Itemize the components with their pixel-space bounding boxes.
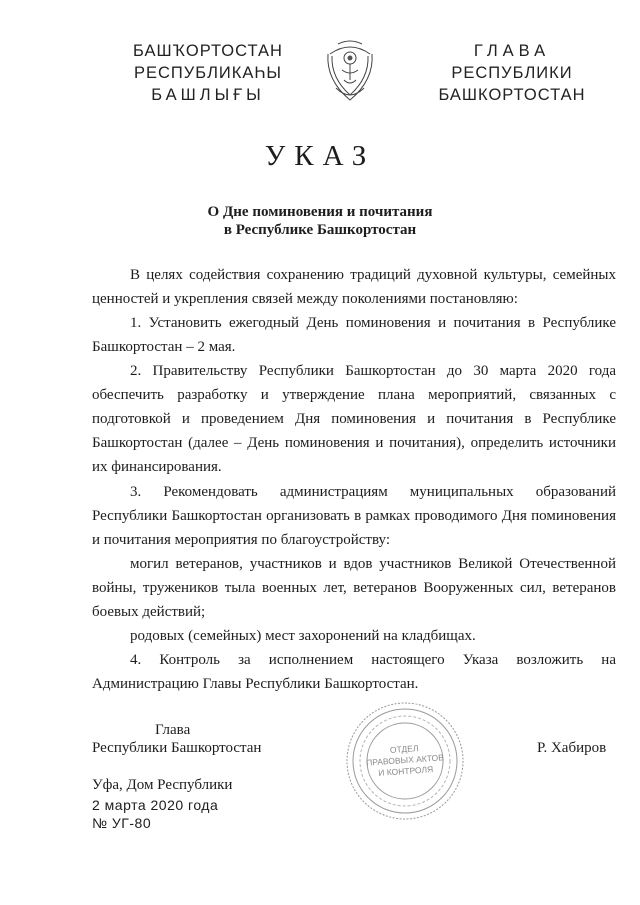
header-right-line-2: РЕСПУБЛИКИ <box>451 64 573 82</box>
coat-of-arms-emblem <box>322 36 378 106</box>
paragraph-item-1: 1. Установить ежегодный День поминовения и почитания в Республике Башкортостан – 2 мая. <box>92 315 616 355</box>
place-of-signing: Уфа, Дом Республики <box>92 777 233 793</box>
paragraph-item-2: 2. Правительству Республики Башкортостан до 30 марта 2020 года обеспечить разработку и утверждение плана мероприятий, связанных с подготовкой и проведением Дня поминовения и почитания в Республике Башкортостан (далее – День поминовения и почитания), определить источники их финансирования. <box>92 363 616 475</box>
official-stamp <box>344 700 466 822</box>
decree-subject-line-1: О Дне поминовения и почитания <box>207 204 433 220</box>
header-left-line-1: БАШҠОРТОСТАН <box>133 42 283 60</box>
decree-title: УКАЗ <box>264 140 376 172</box>
paragraph-preamble: В целях содействия сохранению традиций духовной культуры, семейных ценностей и укрепления связей между поколениями постановляю: <box>92 267 616 307</box>
signatory-name: Р. Хабиров <box>537 740 607 756</box>
stamp-line-2: ПРАВОВЫХ АКТОВ <box>365 752 445 768</box>
header-right-line-3: БАШКОРТОСТАН <box>438 86 586 104</box>
header-left-line-2: РЕСПУБЛИКАҺЫ <box>133 64 282 82</box>
paragraph-item-3-graves: могил ветеранов, участников и вдов участников Великой Отечественной войны, тружеников тыла военных лет, ветеранов Вооруженных сил, ветеранов боевых действий; <box>92 556 616 620</box>
decree-date: 2 марта 2020 года <box>92 797 219 813</box>
paragraph-item-3: 3. Рекомендовать администрациям муниципальных образований Республики Башкортостан организовать в рамках проводимого Дня поминовения и почитания мероприятия по благоустройству: <box>92 484 616 548</box>
signature-position-line-2: Республики Башкортостан <box>92 740 262 756</box>
paragraph-item-3-burials: родовых (семейных) мест захоронений на кладбищах. <box>130 628 476 644</box>
paragraph-item-4: 4. Контроль за исполнением настоящего Указа возложить на Администрацию Главы Республики Башкортостан. <box>92 652 616 692</box>
stamp-line-3: И КОНТРОЛЯ <box>377 764 434 778</box>
decree-subject-line-2: в Республике Башкортостан <box>223 222 417 238</box>
header-left-line-3: БАШЛЫҒЫ <box>151 86 265 104</box>
header-right-line-1: ГЛАВА <box>473 42 551 60</box>
stamp-line-1: ОТДЕЛ <box>389 743 419 756</box>
signature-position-line-1: Глава <box>155 722 191 738</box>
header-right-russian <box>432 40 592 106</box>
decree-number: № УГ-80 <box>92 815 152 831</box>
header-left-bashkir <box>128 40 288 106</box>
